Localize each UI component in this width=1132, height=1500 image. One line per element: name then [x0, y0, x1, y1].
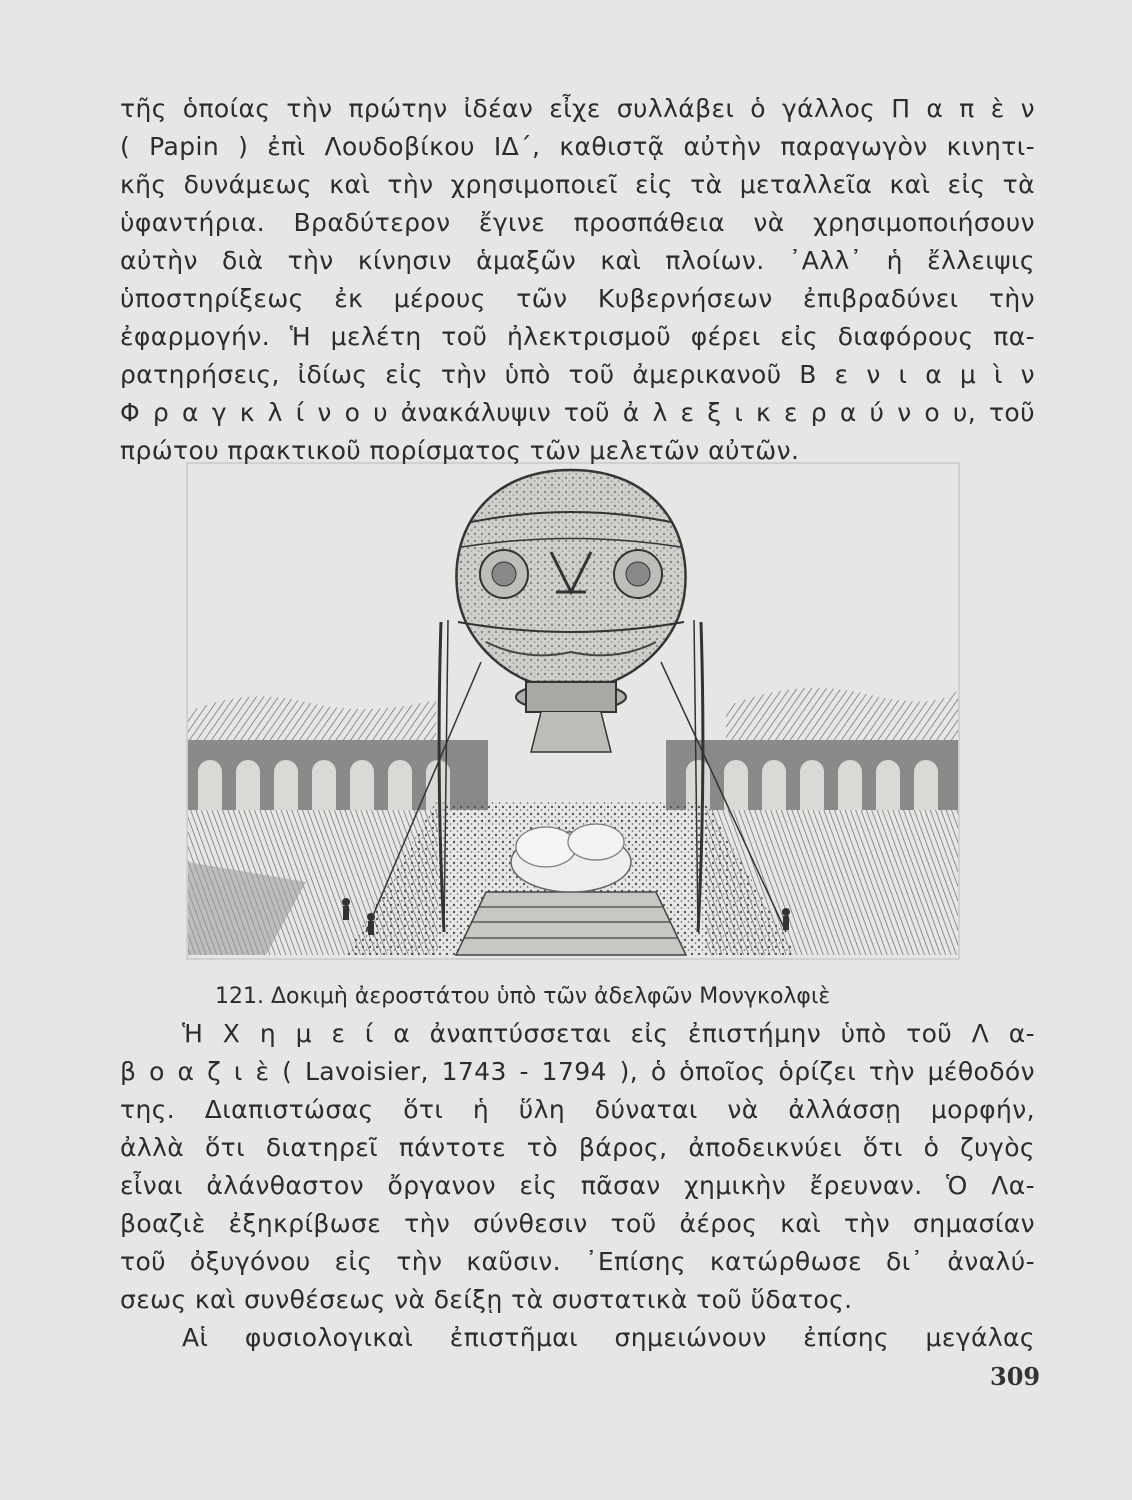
text-line: σεως καὶ συνθέσεως νὰ δείξῃ τὰ συστατικὰ τοῦ ὕδατος.: [120, 1285, 853, 1314]
text-line: αὐτὴν διὰ τὴν κίνησιν ἁμαξῶν καὶ πλοίων. ᾿Αλλ᾿ ἡ ἔλλειψις: [120, 246, 1035, 275]
balloon-engraving-figure: [186, 462, 960, 960]
text-line: ἀλλὰ ὅτι διατηρεῖ πάντοτε τὸ βάρος, ἀποδεικνύει ὅτι ὁ ζυγὸς: [120, 1133, 1035, 1162]
stone-steps: [456, 892, 686, 955]
text-line: κῆς δυνάμεως καὶ τὴν χρησιμοποιεῖ εἰς τὰ μεταλλεῖα καὶ εἰς τὰ: [120, 170, 1035, 199]
paragraph-chemistry: [120, 1015, 1035, 1357]
text-line: βοαζιὲ ἐξηκρίβωσε τὴν σύνθεσιν τοῦ ἀέρος καὶ τὴν σημασίαν: [120, 1209, 1035, 1238]
text-line: της. Διαπιστώσας ὅτι ἡ ὕλη δύναται νὰ ἀλλάσσῃ μορφήν,: [120, 1095, 1035, 1124]
text-line: β ο α ζ ι ὲ ( Lavoisier, 1743 - 1794 ), ὁ ὁποῖος ὁρίζει τὴν μέθοδόν: [120, 1057, 1035, 1086]
smoke-fire: [511, 824, 631, 892]
arcade-right: [666, 740, 958, 810]
figure-caption: 121. Δοκιμὴ ἀεροστάτου ὑπὸ τῶν ἀδελφῶν Μονγκολφιὲ: [215, 984, 831, 1009]
text-line: πρώτου πρακτικοῦ πορίσματος τῶν μελετῶν αὐτῶν.: [120, 436, 800, 465]
text-line: τῆς ὁποίας τὴν πρώτην ἰδέαν εἶχε συλλάβει ὁ γάλλος Π α π ὲ ν: [120, 94, 1035, 123]
montgolfier-balloon: [456, 470, 685, 752]
text-line: Ἡ Χ η μ ε ί α ἀναπτύσσεται εἰς ἐπιστήμην ὑπὸ τοῦ Λ α-: [182, 1019, 1035, 1048]
text-line: ἐφαρμογήν. Ἡ μελέτη τοῦ ἠλεκτρισμοῦ φέρει εἰς διαφόρους πα-: [120, 322, 1035, 351]
text-line: ρατηρήσεις, ἰδίως εἰς τὴν ὑπὸ τοῦ ἀμερικανοῦ Β ε ν ι α μ ὶ ν: [120, 360, 1035, 389]
text-line: εἶναι ἀλάνθαστον ὄργανον εἰς πᾶσαν χημικὴν ἔρευναν. Ὁ Λα-: [120, 1171, 1035, 1200]
balloon-illustration: [186, 462, 960, 960]
text-line: Φ ρ α γ κ λ ί ν ο υ ἀνακάλυψιν τοῦ ἀ λ ε ξ ι κ ε ρ α ύ ν ο υ, τοῦ: [120, 398, 1035, 427]
page-number: 309: [990, 1362, 1041, 1391]
text-line: ( Papin ) ἐπὶ Λουδοβίκου ΙΔ΄, καθιστᾷ αὐτὴν παραγωγὸν κινητι-: [120, 132, 1035, 161]
text-line: Αἱ φυσιολογικαὶ ἐπιστῆμαι σημειώνουν ἐπίσης μεγάλας: [182, 1323, 1035, 1352]
text-line: ὑφαντήρια. Βραδύτερον ἔγινε προσπάθεια νὰ χρησιμοποιήσουν: [120, 208, 1035, 237]
text-line: τοῦ ὀξυγόνου εἰς τὴν καῦσιν. ᾿Επίσης κατώρθωσε δι᾿ ἀναλύ-: [120, 1247, 1035, 1276]
text-line: ὑποστηρίξεως ἐκ μέρους τῶν Κυβερνήσεων ἐπιβραδύνει τὴν: [120, 284, 1035, 313]
paragraph-steam-electricity: [120, 90, 1035, 470]
